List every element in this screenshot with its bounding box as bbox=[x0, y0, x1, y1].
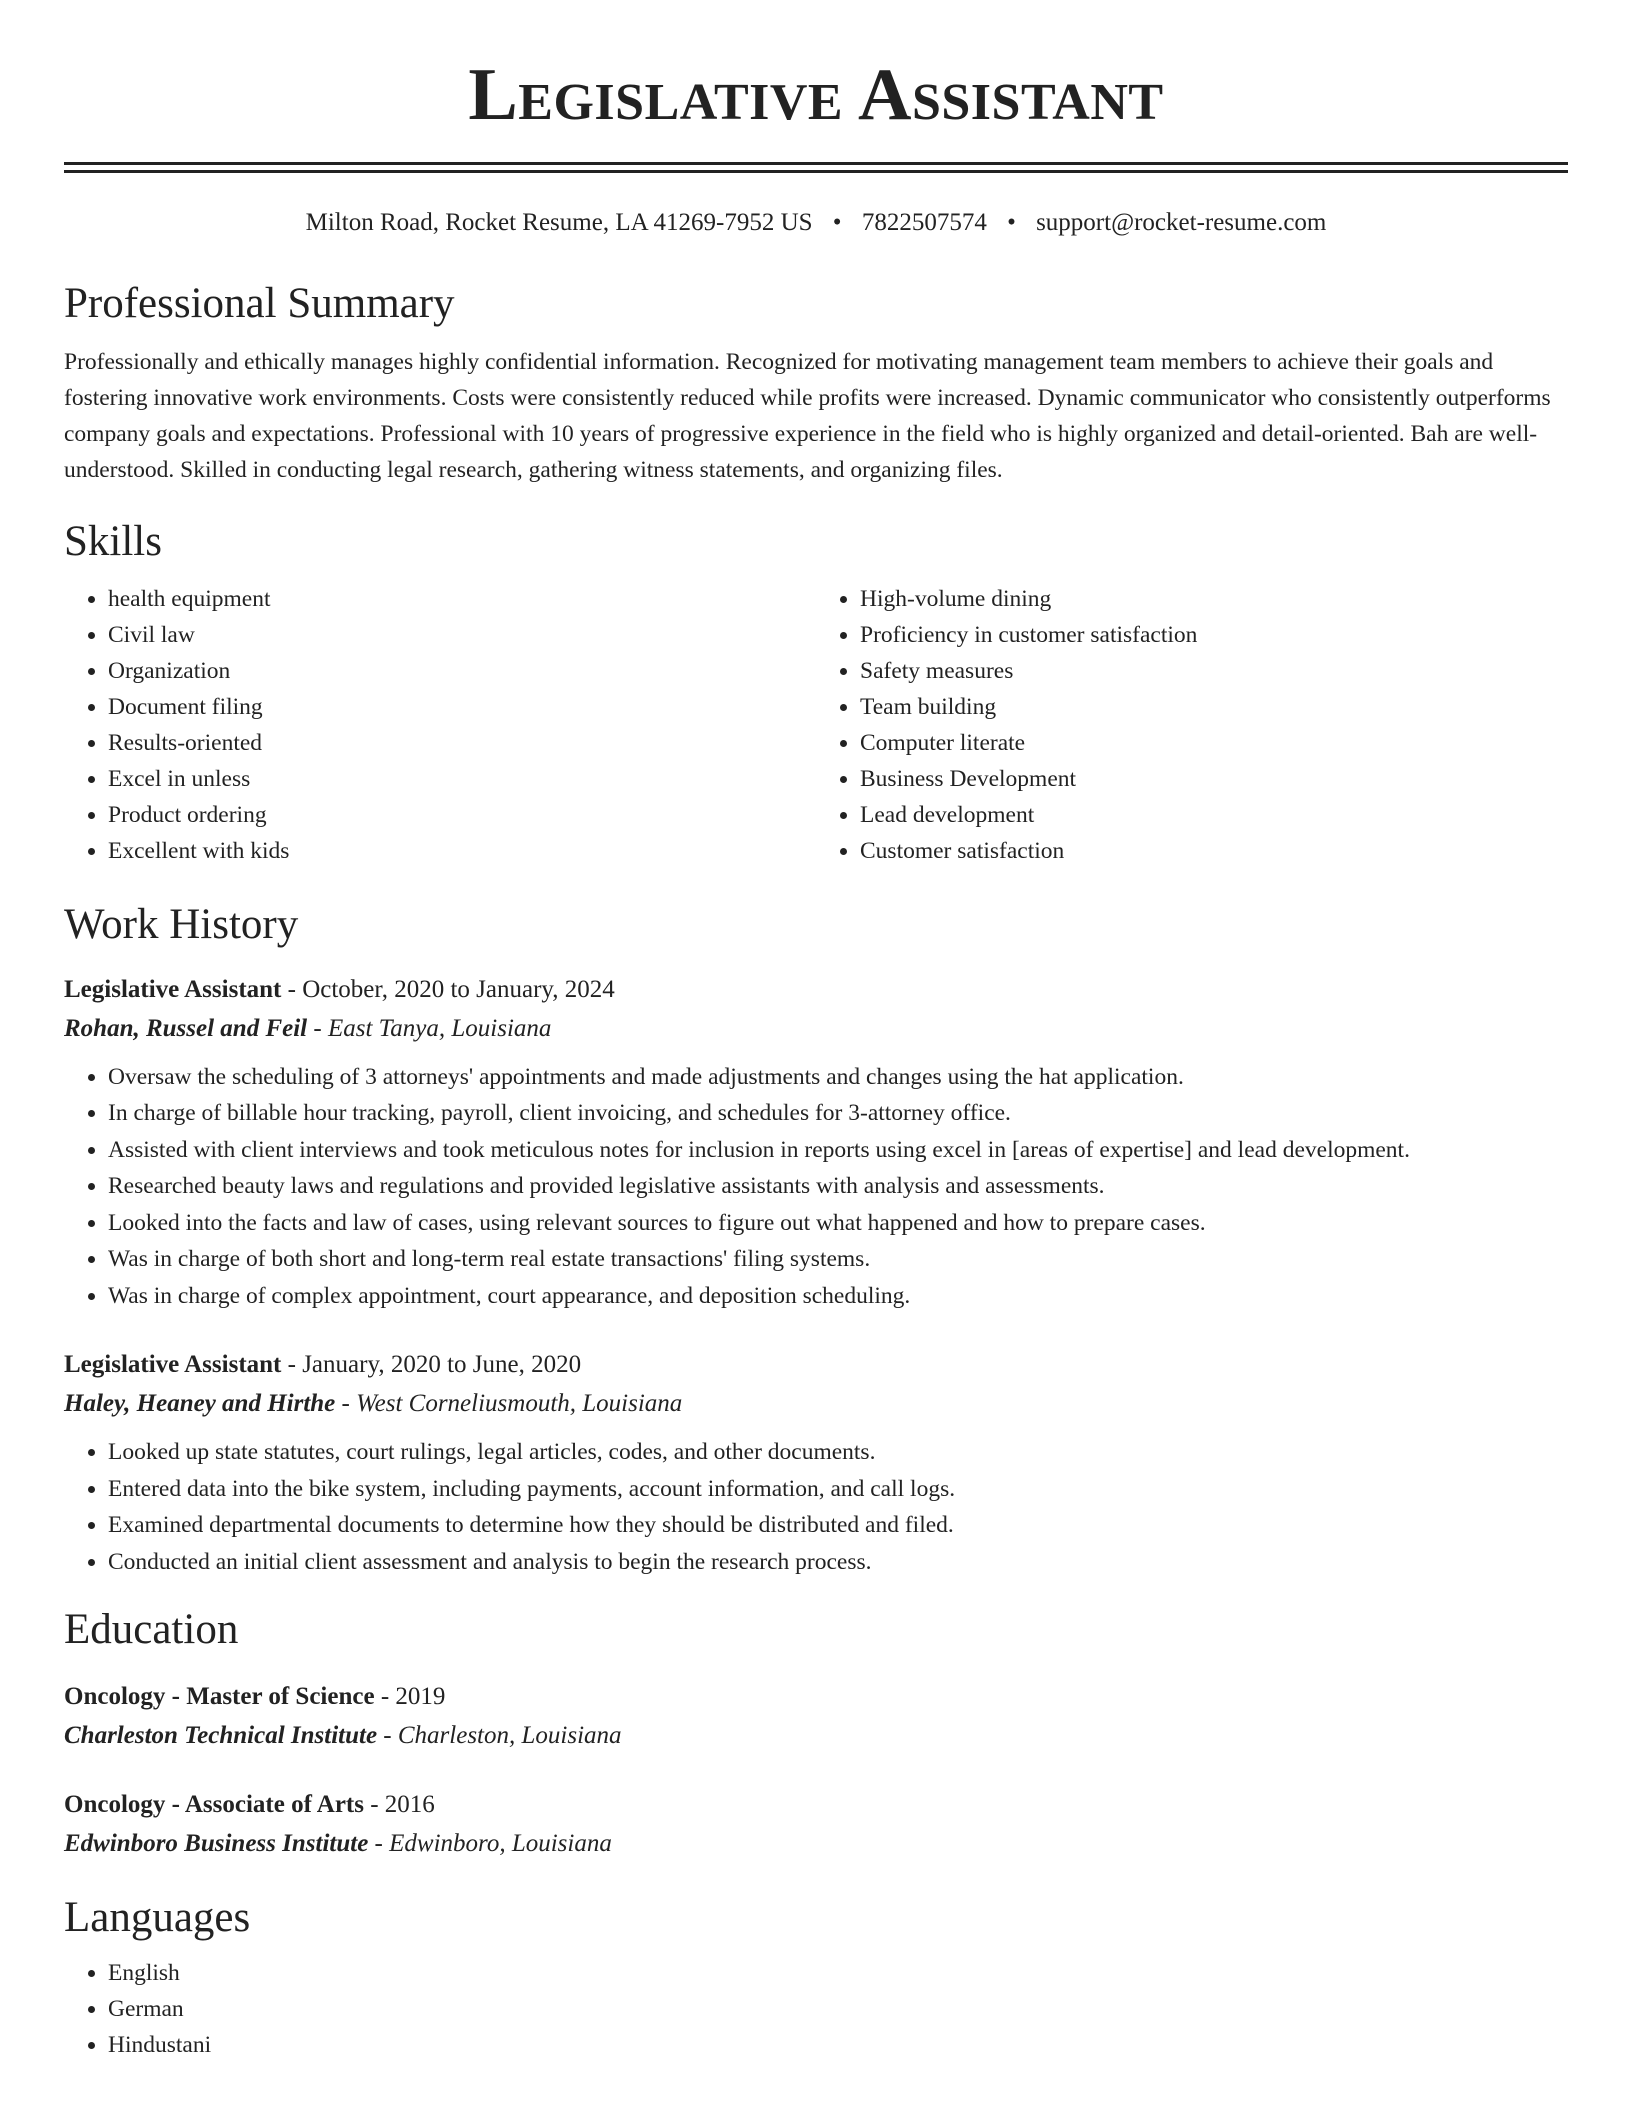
contact-email: support@rocket-resume.com bbox=[1036, 209, 1327, 236]
school-location: - Charleston, Louisiana bbox=[377, 1721, 622, 1749]
employer-location: - East Tanya, Louisiana bbox=[307, 1014, 552, 1042]
job-bullet: • Assisted with client interviews and took meticulous notes for inclusion in reports using excel in [areas of expertise] and lead development. bbox=[108, 1132, 1568, 1169]
job-bullet: • In charge of billable hour tracking, payroll, client invoicing, and schedules for 3-attorney office. bbox=[108, 1095, 1568, 1132]
job-title-line bbox=[64, 1346, 1568, 1384]
job-dates: - October, 2020 to January, 2024 bbox=[281, 975, 615, 1003]
summary-section bbox=[64, 278, 1568, 488]
employer-name: Rohan, Russel and Feil bbox=[64, 1014, 308, 1042]
contact-address: Milton Road, Rocket Resume, LA 41269-7952 US bbox=[305, 209, 813, 236]
skill-item: • Product ordering bbox=[108, 797, 816, 833]
job-bullet: • Was in charge of both short and long-term real estate transactions' filing systems. bbox=[108, 1241, 1568, 1278]
degree: Oncology - Associate of Arts bbox=[64, 1790, 364, 1818]
skills-list-left bbox=[64, 581, 816, 869]
language-item: • English bbox=[108, 1955, 1568, 1991]
skill-item: • Computer literate bbox=[860, 725, 1568, 761]
school-line bbox=[64, 1824, 1568, 1864]
skill-item: • Lead development bbox=[860, 797, 1568, 833]
languages-section bbox=[64, 1892, 1568, 2064]
skills-list-right bbox=[816, 581, 1568, 869]
skill-item: • Safety measures bbox=[860, 653, 1568, 689]
job-bullet: • Conducted an initial client assessment and analysis to begin the research process. bbox=[108, 1544, 1568, 1581]
skill-item: • Civil law bbox=[108, 617, 816, 653]
job-title: Legislative Assistant bbox=[64, 975, 282, 1003]
resume-name: Legislative Assistant bbox=[468, 54, 1164, 136]
school-name: Edwinboro Business Institute bbox=[64, 1829, 369, 1857]
skill-item: • Team building bbox=[860, 689, 1568, 725]
degree: Oncology - Master of Science bbox=[64, 1682, 375, 1710]
contact-line bbox=[64, 208, 1568, 238]
work-history-section bbox=[64, 899, 1568, 1580]
school-location: - Edwinboro, Louisiana bbox=[368, 1829, 612, 1857]
job-bullet: • Looked into the facts and law of cases, using relevant sources to figure out what happened and how to prepare cases. bbox=[108, 1205, 1568, 1242]
skill-item: • High-volume dining bbox=[860, 581, 1568, 617]
job-dates: - January, 2020 to June, 2020 bbox=[281, 1351, 582, 1379]
contact-separator: • bbox=[832, 209, 842, 236]
header-double-rule bbox=[64, 162, 1568, 173]
contact-phone: 7822507574 bbox=[861, 209, 987, 236]
skill-item: • Proficiency in customer satisfaction bbox=[860, 617, 1568, 653]
employer-name: Haley, Heaney and Hirthe bbox=[64, 1390, 336, 1418]
skills-section bbox=[64, 516, 1568, 870]
skill-item: • Customer satisfaction bbox=[860, 833, 1568, 869]
section-heading-work-history: Work History bbox=[64, 901, 299, 949]
job-entry bbox=[64, 1346, 1568, 1580]
skill-item: • Excel in unless bbox=[108, 761, 816, 797]
skill-item: • Excellent with kids bbox=[108, 833, 816, 869]
employer-location: - West Corneliusmouth, Louisiana bbox=[335, 1390, 683, 1418]
skills-columns bbox=[64, 581, 1568, 869]
employer-line bbox=[64, 1384, 1568, 1424]
job-bullet: • Looked up state statutes, court rulings, legal articles, codes, and other documents. bbox=[108, 1434, 1568, 1471]
section-heading-languages: Languages bbox=[64, 1893, 251, 1941]
summary-text: Professionally and ethically manages highly confidential information. Recognized for motivating management team members to achieve their goals and fostering innovative work environments. Costs were consistently reduced while profits were increased. Dynamic communicator who consistently outperforms company goals and expectations. Professional with 10 years of progressive experience in the field who is highly organized and detail-oriented. Bah are well-understood. Skilled in conducting legal research, gathering witness statements, and organizing files. bbox=[64, 348, 1551, 483]
language-item: • German bbox=[108, 1991, 1568, 2027]
degree-line bbox=[64, 1786, 1568, 1824]
job-bullet: • Researched beauty laws and regulations and provided legislative assistants with analysis and assessments. bbox=[108, 1168, 1568, 1205]
education-section bbox=[64, 1604, 1568, 1864]
contact-separator: • bbox=[1007, 209, 1016, 236]
employer-line bbox=[64, 1009, 1568, 1049]
school-name: Charleston Technical Institute bbox=[64, 1721, 378, 1749]
education-entry bbox=[64, 1786, 1568, 1864]
job-title: Legislative Assistant bbox=[64, 1351, 282, 1379]
degree-year: - 2016 bbox=[363, 1790, 435, 1818]
language-item: • Hindustani bbox=[108, 2027, 1568, 2063]
job-bullet: • Examined departmental documents to determine how they should be distributed and filed. bbox=[108, 1507, 1568, 1544]
education-entry bbox=[64, 1678, 1568, 1756]
school-line bbox=[64, 1716, 1568, 1756]
skill-item: • health equipment bbox=[108, 581, 816, 617]
section-heading-summary: Professional Summary bbox=[64, 280, 455, 327]
languages-list bbox=[64, 1955, 1568, 2063]
job-bullet: • Entered data into the bike system, including payments, account information, and call logs. bbox=[108, 1471, 1568, 1508]
skill-item: • Organization bbox=[108, 653, 816, 689]
job-title-line bbox=[64, 971, 1568, 1009]
degree-line bbox=[64, 1678, 1568, 1716]
job-bullets bbox=[64, 1434, 1568, 1580]
degree-year: - 2019 bbox=[374, 1682, 446, 1710]
job-bullet: • Was in charge of complex appointment, court appearance, and deposition scheduling. bbox=[108, 1278, 1568, 1315]
job-entry bbox=[64, 971, 1568, 1315]
section-heading-skills: Skills bbox=[64, 517, 162, 565]
job-bullets bbox=[64, 1059, 1568, 1315]
job-bullet: • Oversaw the scheduling of 3 attorneys' appointments and made adjustments and changes using the hat application. bbox=[108, 1059, 1568, 1096]
skill-item: • Business Development bbox=[860, 761, 1568, 797]
section-heading-education: Education bbox=[64, 1606, 239, 1654]
skill-item: • Document filing bbox=[108, 689, 816, 725]
skill-item: • Results-oriented bbox=[108, 725, 816, 761]
